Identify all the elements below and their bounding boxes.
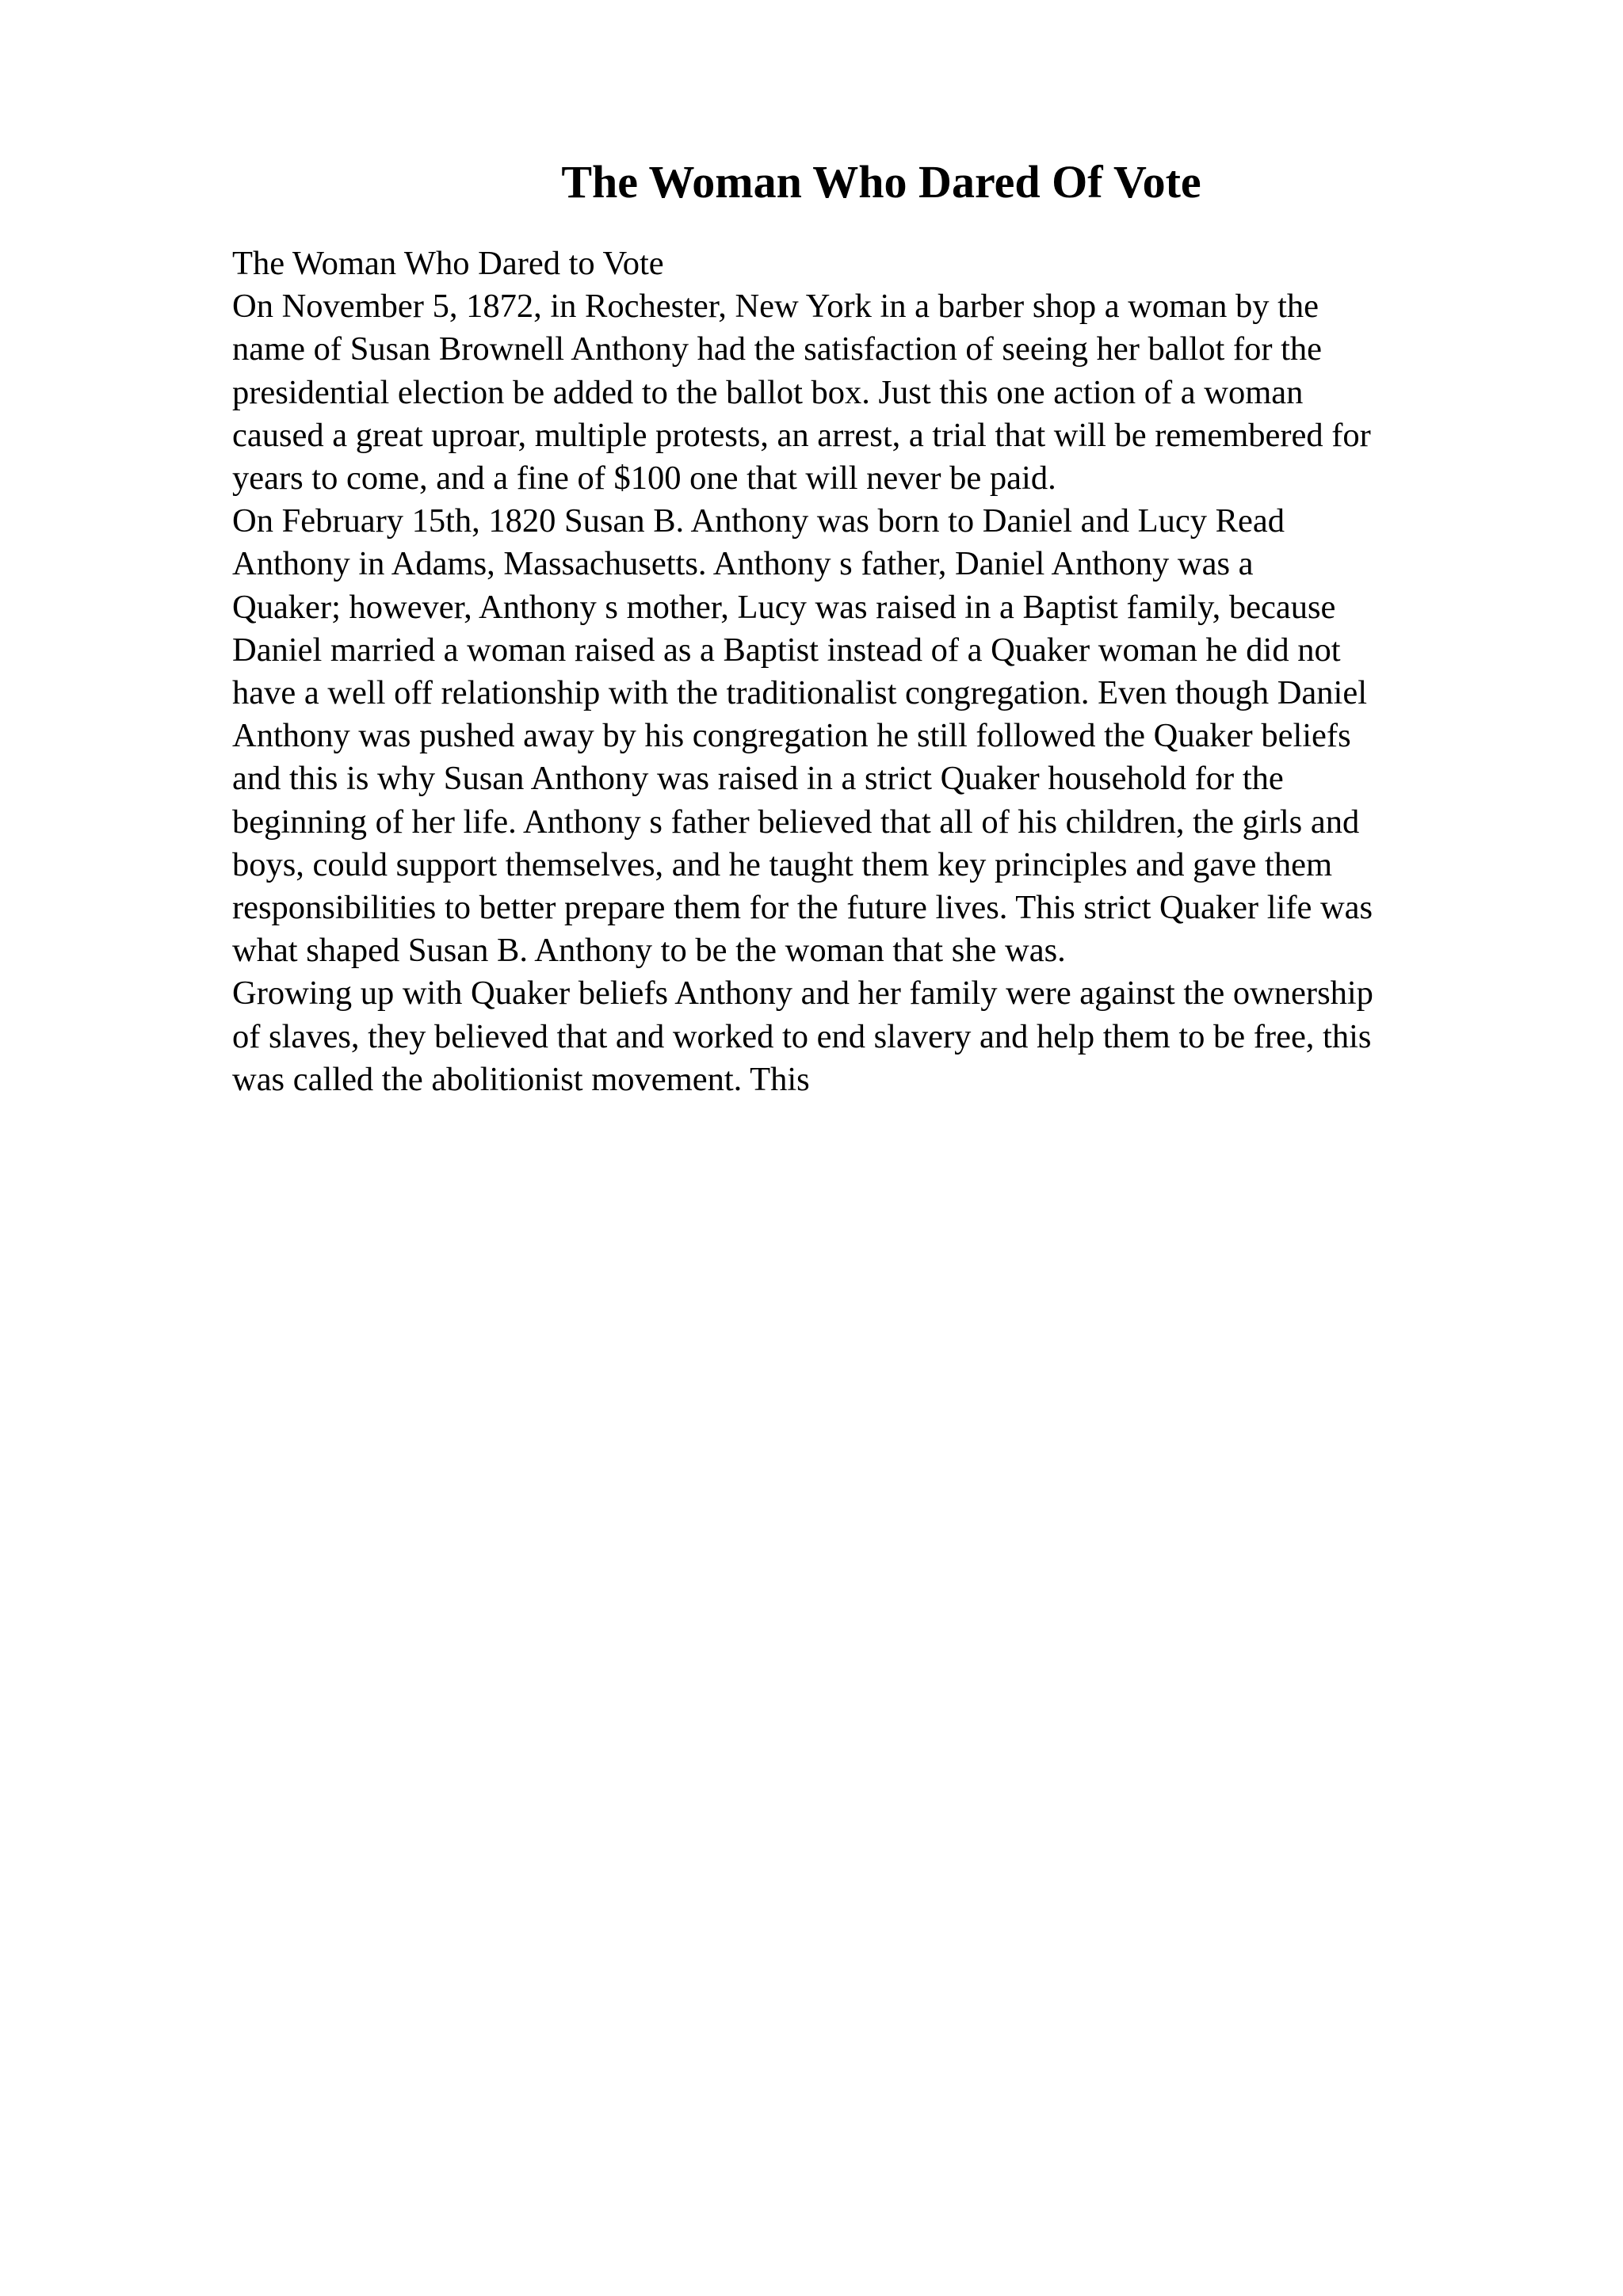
body-line: Quaker; however, Anthony s mother, Lucy was raised in a Baptist family, because [232, 588, 1336, 626]
body-line: responsibilities to better prepare them for the future lives. This strict Quaker life was [232, 889, 1373, 927]
body-line: Growing up with Quaker beliefs Anthony and her family were against the ownership [232, 974, 1373, 1013]
body-line: presidential election be added to the ballot box. Just this one action of a woman [232, 373, 1304, 411]
body-line: of slaves, they believed that and worked to end slavery and help them to be free, this [232, 1017, 1372, 1055]
body-line: The Woman Who Dared to Vote [232, 245, 664, 282]
body-line: have a well off relationship with the traditionalist congregation. Even though Daniel [232, 674, 1368, 712]
body-line: Anthony in Adams, Massachusetts. Anthony s father, Daniel Anthony was a [232, 545, 1254, 583]
body-line: what shaped Susan B. Anthony to be the woman that she was. [232, 932, 1066, 970]
body-line: boys, could support themselves, and he taught them key principles and gave them [232, 845, 1333, 883]
body-line: Daniel married a woman raised as a Baptist instead of a Quaker woman he did not [232, 631, 1341, 669]
body-line: and this is why Susan Anthony was raised in a strict Quaker household for the [232, 760, 1284, 798]
body-line: beginning of her life. Anthony s father believed that all of his children, the girls and [232, 803, 1360, 841]
body-line: years to come, and a fine of $100 one that will never be paid. [232, 460, 1056, 498]
body-line: Anthony was pushed away by his congregation he still followed the Quaker beliefs [232, 717, 1351, 755]
document-title: The Woman Who Dared Of Vote [561, 156, 1201, 208]
body-line: caused a great uproar, multiple protests, an arrest, a trial that will be remembered for [232, 416, 1371, 454]
body-line: On November 5, 1872, in Rochester, New York in a barber shop a woman by the [232, 288, 1319, 326]
body-line: was called the abolitionist movement. This [232, 1060, 810, 1098]
body-line: On February 15th, 1820 Susan B. Anthony was born to Daniel and Lucy Read [232, 502, 1285, 540]
document-body [232, 242, 1500, 1101]
body-line: name of Susan Brownell Anthony had the satisfaction of seeing her ballot for the [232, 330, 1323, 368]
